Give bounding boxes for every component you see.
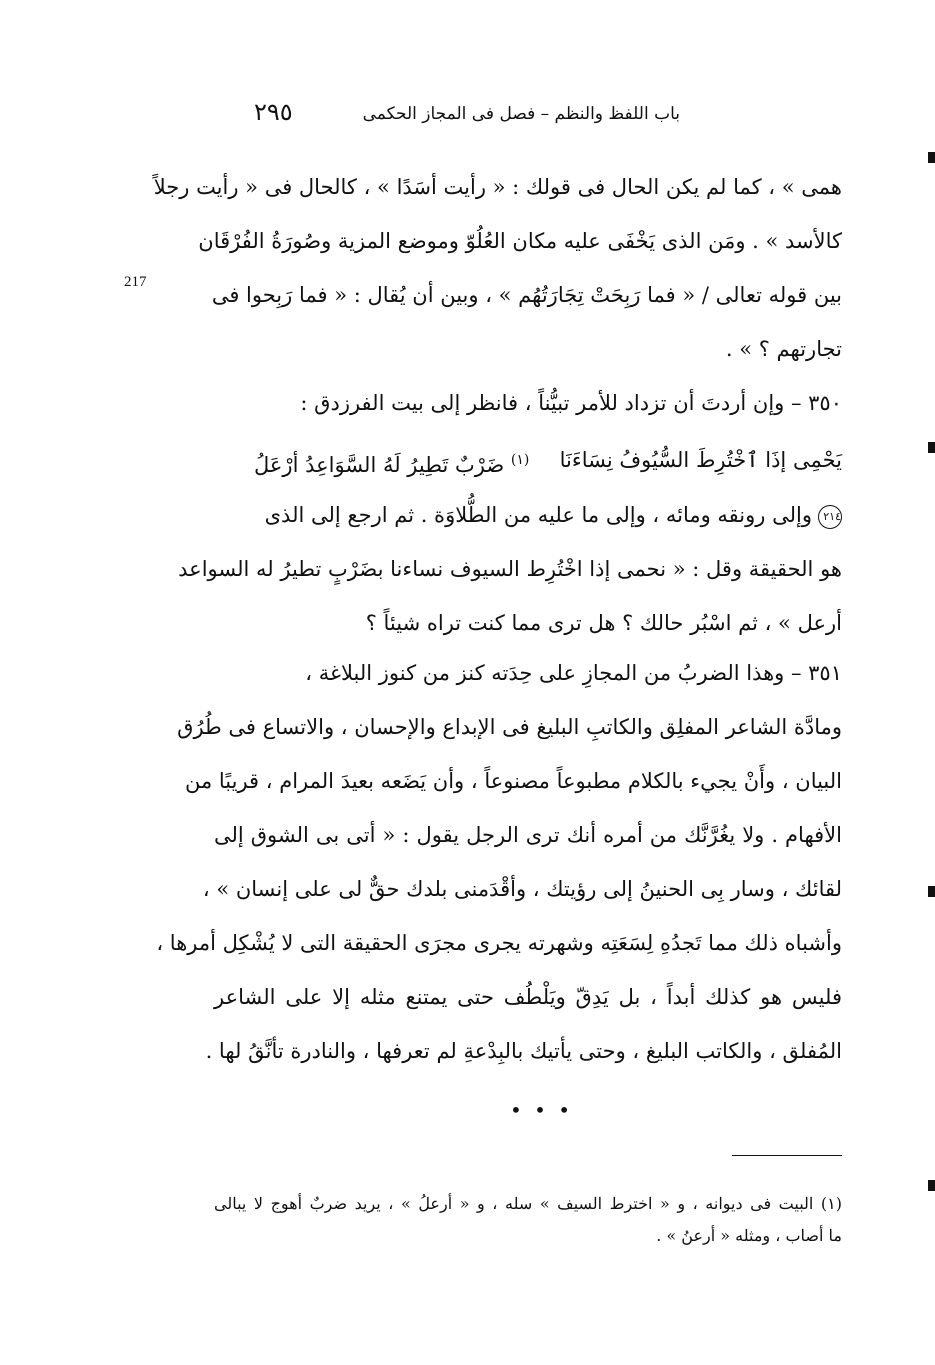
poetry-verse: [214, 432, 842, 488]
page-header: [240, 98, 680, 134]
footnote-line: ما أصاب ، ومثله « أرعنُ » .: [656, 1226, 842, 1245]
text-line: [214, 488, 842, 542]
text-line: المُفلق ، والكاتب البليغ ، وحتى يأتيك بالبِدْعةِ لم تعرفها ، والنادرة تأنَّقُ لها .: [205, 1039, 842, 1063]
text-line: همى » ، كما لم يكن الحال فى قولك : « رأيت أسَدًا » ، كالحال فى « رأيت رجلاً: [153, 175, 842, 199]
footnotes: [214, 1188, 842, 1252]
paragraph-350: [214, 376, 842, 430]
footnote-line: (١) البيت فى ديوانه ، و « اخترط السيف » سله ، و « أرعلُ » ، يريد ضربٌ أهوج لا يبالى: [214, 1194, 842, 1213]
text-line: الأفهام . ولا يغُرَّنَّك من أمره أنك ترى الرجل يقول : « أتى بى الشوق إلى: [214, 823, 842, 847]
text-line: فليس هو كذلك أبداً ، بل يَدِقّ ويَلْطُف حتى يمتنع مثله إلا على الشاعر: [214, 985, 842, 1009]
scan-edge-mark: [928, 886, 935, 897]
text-line: كالأسد » . ومَن الذى يَخْفَى عليه مكان العُلُوّ وموضع المزية وصُورَةُ الفُرْقَان: [198, 229, 842, 253]
original-page-number-badge: ٢١٤: [818, 505, 842, 529]
running-title: باب اللفظ والنظم – فصل فى المجاز الحكمى: [362, 104, 680, 124]
text-line: البيان ، وأَنْ يجيء بالكلام مطبوعاً مصنوعاً ، وأن يَضَعه بعيدَ المرام ، قريبًا من: [184, 769, 842, 793]
text-line-content: وإلى رونقه ومائه ، وإلى ما عليه من الطُّلاوَة . ثم ارجع إلى الذى: [264, 503, 812, 527]
footnote-marker: (١): [510, 452, 530, 468]
verse-second-hemistich: [254, 432, 529, 493]
paragraph-1: [153, 160, 842, 376]
text-line: لقائك ، وسار بِى الحنينُ إلى رؤيتك ، وأقْدَمنى بلدك حقٌّ لى على إنسان » ،: [202, 877, 842, 901]
text-line: ومادَّة الشاعر المفلِق والكاتبِ البليغ فى الإبداع والإحسان ، والاتساع فى طُرُق: [177, 715, 842, 739]
text-line: أرعل » ، ثم اسْبُر حالك ؟ هل ترى مما كنت تراه شيئاً ؟: [365, 611, 842, 635]
section-divider: • • •: [510, 1098, 574, 1122]
text-line: ٣٥١ – وهذا الضربُ من المجازِ على حِدَته كنز من كنوز البلاغة ،: [305, 661, 842, 685]
text-line: بين قوله تعالى / « فما رَبِحَتْ تِجَارَتُهُم » ، وبين أن يُقال : « فما رَبِحوا فى: [211, 283, 842, 307]
verse-second-hemistich-text: ضَرْبٌ تَطِيرُ لَهُ السَّوَاعِدُ أرْعَلُ: [254, 453, 505, 477]
paragraph-351: [156, 646, 842, 1078]
text-line: تجارتهم ؟ » .: [725, 337, 842, 361]
page-number: ٢٩٥: [254, 98, 293, 126]
footnote-rule: [732, 1155, 842, 1156]
verse-first-hemistich: يَحْمِى إذَا ٱخْتُرِطَ السُّيُوفُ نِسَاءَنَا: [559, 448, 842, 472]
text-line: ٣٥٠ – وإن أردتَ أن تزداد للأمر تبيُّناً ، فانظر إلى بيت الفرزدق :: [300, 391, 842, 415]
scan-edge-mark: [928, 442, 935, 453]
text-line: وأشباه ذلك مما تَجدُهِ لِسَعَتِه وشهرته يجرى مجرَى الحقيقة التى لا يُشْكِل أمرها ،: [156, 931, 842, 955]
text-line: هو الحقيقة وقل : « نحمى إذا اخْتُرِط السيوف نساءنا بضَرْبٍ تطيرُ له السواعد: [178, 557, 842, 581]
paragraph-3: [178, 488, 842, 650]
scan-edge-mark: [928, 1180, 935, 1191]
margin-page-reference: 217: [124, 274, 147, 290]
scan-edge-mark: [928, 152, 935, 163]
